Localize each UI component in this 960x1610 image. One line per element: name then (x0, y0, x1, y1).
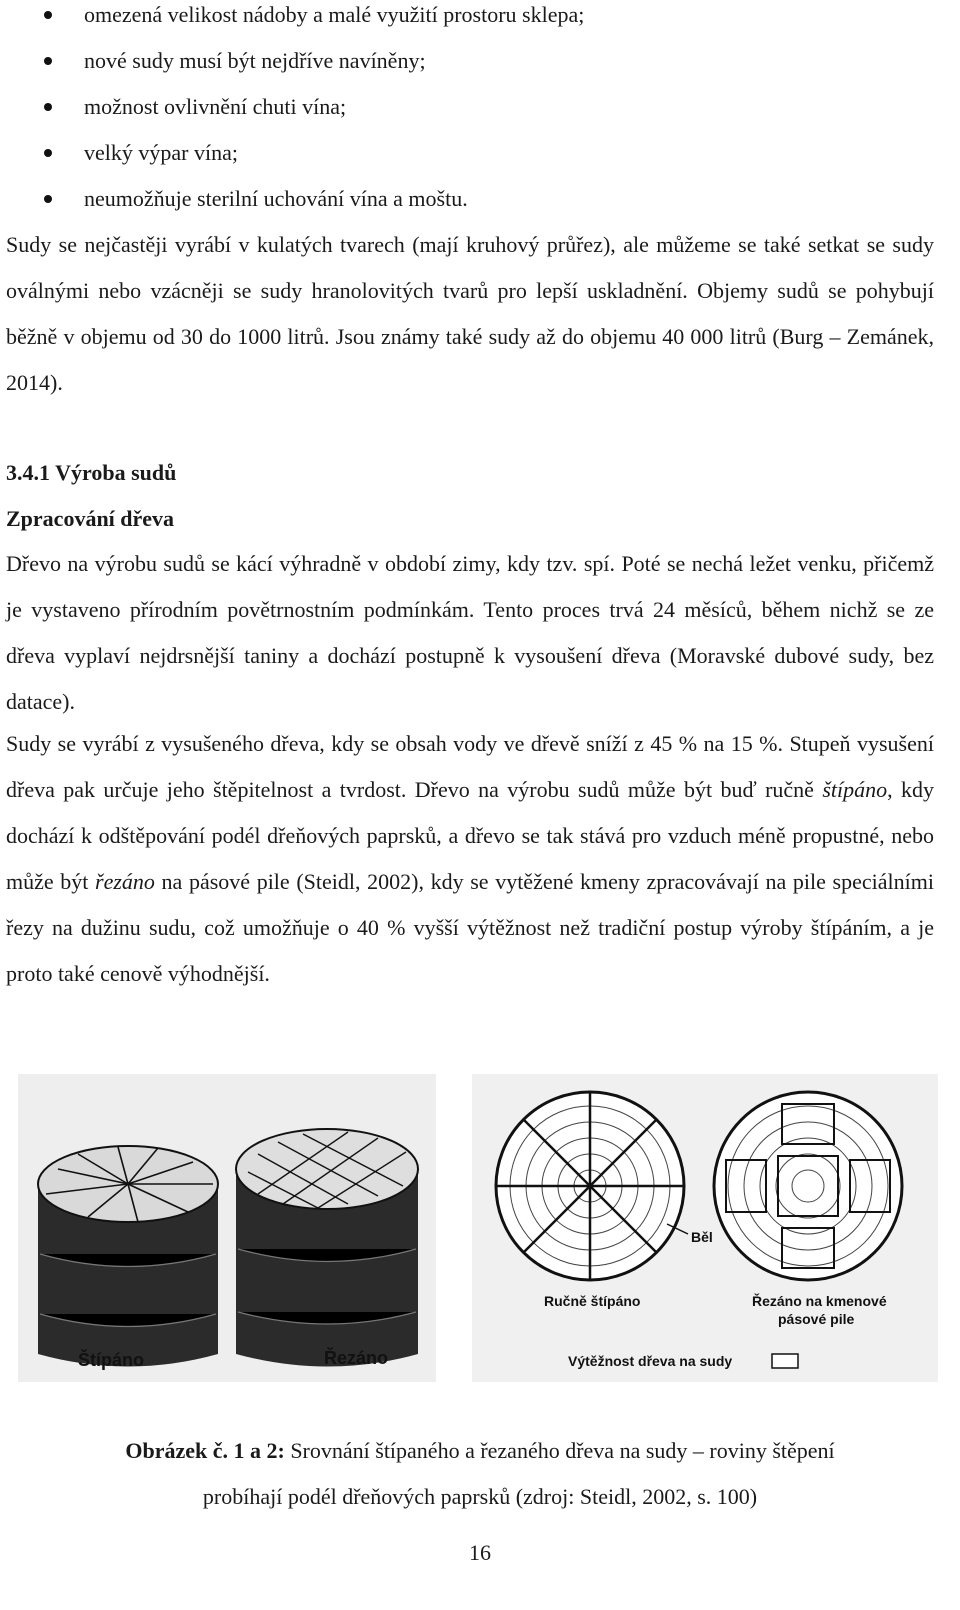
list-item (0, 92, 960, 138)
figure-label-sawn-1: Řezáno na kmenové (752, 1293, 887, 1309)
bullet-list (0, 0, 960, 230)
bullet-icon (44, 195, 52, 203)
italic-term: štípáno (822, 777, 888, 802)
figure-label-hand-split: Ručně štípáno (544, 1293, 641, 1309)
text-run: na pásové pile (Steidl, 2002), kdy se vytěžené kmeny zpracovávají na pile speciálními řezy na dužinu sudu, což umožňuje o 40 % vyšší výtěžnost než tradiční postup výroby štípáním, a je proto také cenově výhodnější. (6, 869, 934, 986)
caption-line-2: probíhají podél dřeňových paprsků (zdroj: Steidl, 2002, s. 100) (202, 1484, 758, 1509)
page-number: 16 (469, 1540, 491, 1565)
section-heading: 3.4.1 Výroba sudů (6, 460, 177, 485)
figure-legend-yield: Výtěžnost dřeva na sudy (568, 1353, 733, 1369)
caption-label: Obrázek č. 1 a 2: (125, 1438, 285, 1463)
figure-label-sawn-2: pásové pile (778, 1311, 855, 1327)
paragraph-wood-processing (6, 721, 934, 997)
italic-term: řezáno (95, 869, 155, 894)
paragraph-barrel-shapes: Sudy se nejčastěji vyrábí v kulatých tvarech (mají kruhový průřez), ale můžeme se také setkat se sudy oválnými nebo vzácněji se sudy hranolovitých tvarů pro lepší uskladnění. Objemy sudů se pohybují běžně v objemu od 30 do 1000 litrů. Jsou známy také sudy až do objemu 40 000 litrů (Burg – Zemánek, 2014). (6, 232, 934, 395)
legend-swatch (772, 1354, 798, 1368)
paragraph-wood-felling: Dřevo na výrobu sudů se kácí výhradně v období zimy, kdy tzv. spí. Poté se nechá ležet venku, přičemž je vystaveno přírodním povětrnostním podmínkám. Tento proces trvá 24 měsíců, během nichž se ze dřeva vyplaví nejdrsnější taniny a dochází postupně k vysoušení dřeva (Moravské dubové sudy, bez datace). (6, 551, 934, 714)
list-item-text: omezená velikost nádoby a malé využití prostoru sklepa; (84, 2, 585, 27)
subsection-heading: Zpracování dřeva (6, 506, 175, 531)
list-item-text: nové sudy musí být nejdříve navíněny; (84, 48, 426, 73)
log-illustration (18, 1074, 436, 1382)
bullet-icon (44, 149, 52, 157)
list-item (0, 46, 960, 92)
bullet-icon (44, 103, 52, 111)
figure-label-sapwood: Běl (691, 1229, 713, 1245)
caption-line-1: Srovnání štípaného a řezaného dřeva na sudy – roviny štěpení (284, 1438, 835, 1463)
cross-section-illustration (472, 1074, 938, 1382)
text-run: , kdy dochází k odštěpování podél dřeňových paprsků, a dřevo se tak stává pro vzduch méně propustné, nebo může být (6, 777, 934, 894)
text-run: Sudy se vyrábí z vysušeného dřeva, kdy se obsah vody ve dřevě sníží z 45 % na 15 %. Stupeň vysušení dřeva pak určuje jeho štěpitelnost a tvrdost. Dřevo na výrobu sudů může být buď ručně (6, 731, 934, 802)
list-item (0, 138, 960, 184)
list-item-text: velký výpar vína; (84, 140, 238, 165)
list-item (0, 0, 960, 46)
figure-caption (0, 1428, 960, 1520)
list-item-text: možnost ovlivnění chuti vína; (84, 94, 347, 119)
list-item-text: neumožňuje sterilní uchování vína a moštu. (84, 186, 468, 211)
bullet-icon (44, 57, 52, 65)
figure-label-split: Štípáno (78, 1350, 144, 1370)
figure-split-vs-sawn-logs (18, 1074, 436, 1382)
figure-label-sawn: Řezáno (324, 1348, 389, 1368)
bullet-icon (44, 11, 52, 19)
figure-cross-section-diagram (472, 1074, 938, 1382)
